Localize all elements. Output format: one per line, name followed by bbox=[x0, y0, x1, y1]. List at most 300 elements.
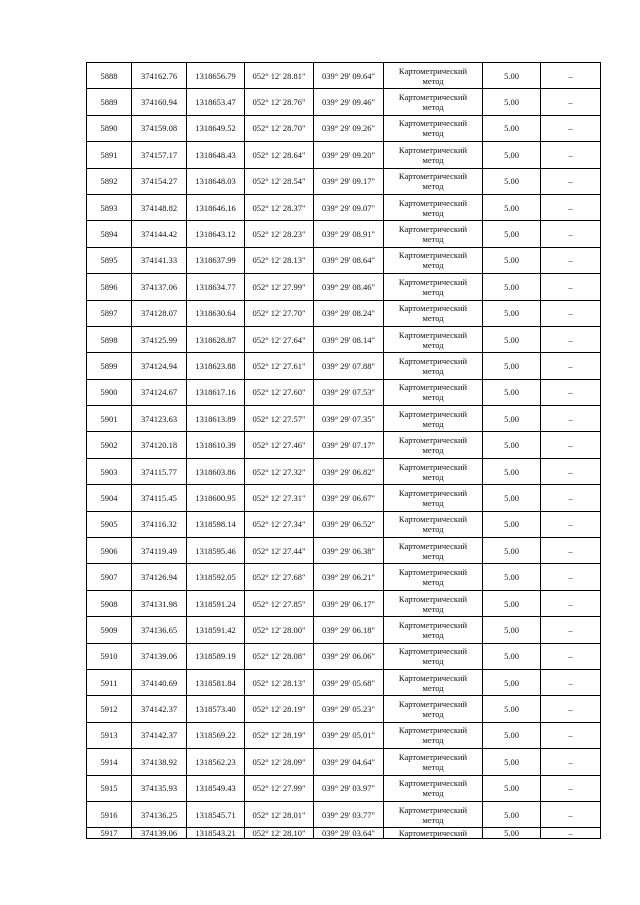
method-cell bbox=[384, 617, 483, 643]
latitude-cell: 052° 12' 28.08" bbox=[245, 643, 314, 669]
x-coordinate-cell: 374115.77 bbox=[132, 458, 187, 484]
latitude-cell: 052° 12' 27.32" bbox=[245, 458, 314, 484]
table-row bbox=[87, 696, 601, 722]
x-coordinate-cell: 374141.33 bbox=[132, 247, 187, 273]
method-line-1: Картометрический bbox=[398, 619, 468, 630]
table-row bbox=[87, 353, 601, 379]
accuracy-cell: 5.00 bbox=[483, 643, 541, 669]
accuracy-cell: 5.00 bbox=[483, 564, 541, 590]
y-coordinate-cell: 1318623.88 bbox=[187, 353, 245, 379]
y-coordinate-cell: 1318549.43 bbox=[187, 775, 245, 801]
x-coordinate-cell: 374136.25 bbox=[132, 801, 187, 827]
latitude-cell: 052° 12' 27.31" bbox=[245, 485, 314, 511]
note-cell: – bbox=[541, 63, 601, 89]
point-number-cell: 5916 bbox=[87, 801, 132, 827]
longitude-cell: 039° 29' 05.68" bbox=[314, 669, 384, 695]
note-cell: – bbox=[541, 696, 601, 722]
method-cell bbox=[384, 696, 483, 722]
method-line-1: Картометрический bbox=[398, 828, 468, 839]
method-cell bbox=[384, 115, 483, 141]
latitude-cell: 052° 12' 27.64" bbox=[245, 326, 314, 352]
point-number-cell: 5911 bbox=[87, 669, 132, 695]
latitude-cell: 052° 12' 27.85" bbox=[245, 590, 314, 616]
longitude-cell: 039° 29' 07.17" bbox=[314, 432, 384, 458]
method-line-1: Картометрический bbox=[398, 461, 468, 472]
latitude-cell: 052° 12' 28.00" bbox=[245, 617, 314, 643]
point-number-cell: 5902 bbox=[87, 432, 132, 458]
method-line-2: метод bbox=[422, 445, 444, 456]
method-cell bbox=[384, 458, 483, 484]
longitude-cell: 039° 29' 09.64" bbox=[314, 63, 384, 89]
point-number-cell: 5913 bbox=[87, 722, 132, 748]
y-coordinate-cell: 1318653.47 bbox=[187, 89, 245, 115]
latitude-cell: 052° 12' 28.13" bbox=[245, 247, 314, 273]
method-line-2: метод bbox=[422, 75, 444, 86]
table-row bbox=[87, 564, 601, 590]
method-cell bbox=[384, 432, 483, 458]
longitude-cell: 039° 29' 09.20" bbox=[314, 142, 384, 168]
note-cell: – bbox=[541, 617, 601, 643]
y-coordinate-cell: 1318545.71 bbox=[187, 801, 245, 827]
table-row bbox=[87, 406, 601, 432]
point-number-cell: 5893 bbox=[87, 194, 132, 220]
method-line-2: метод bbox=[422, 154, 444, 165]
note-cell: – bbox=[541, 353, 601, 379]
longitude-cell: 039° 29' 08.46" bbox=[314, 274, 384, 300]
latitude-cell: 052° 12' 28.09" bbox=[245, 749, 314, 775]
method-line-2: метод bbox=[422, 286, 444, 297]
method-line-1: Картометрический bbox=[398, 672, 468, 683]
table-row bbox=[87, 142, 601, 168]
note-cell: – bbox=[541, 432, 601, 458]
note-cell: – bbox=[541, 406, 601, 432]
method-line-2: метод bbox=[422, 313, 444, 324]
accuracy-cell: 5.00 bbox=[483, 617, 541, 643]
method-line-1: Картометрический bbox=[398, 144, 468, 155]
table-row bbox=[87, 511, 601, 537]
method-line-2: метод bbox=[422, 603, 444, 614]
longitude-cell: 039° 29' 07.53" bbox=[314, 379, 384, 405]
method-line-1: Картометрический bbox=[398, 92, 468, 103]
accuracy-cell: 5.00 bbox=[483, 194, 541, 220]
method-cell bbox=[384, 749, 483, 775]
y-coordinate-cell: 1318613.89 bbox=[187, 406, 245, 432]
point-number-cell: 5899 bbox=[87, 353, 132, 379]
method-line-1: Картометрический bbox=[398, 751, 468, 762]
method-line-1: Картометрический bbox=[398, 567, 468, 578]
longitude-cell: 039° 29' 03.64" bbox=[314, 828, 384, 839]
table-row bbox=[87, 538, 601, 564]
method-line-2: метод bbox=[422, 418, 444, 429]
method-line-1: Картометрический bbox=[398, 778, 468, 789]
accuracy-cell: 5.00 bbox=[483, 458, 541, 484]
method-line-1: Картометрический bbox=[398, 65, 468, 76]
note-cell: – bbox=[541, 775, 601, 801]
accuracy-cell: 5.00 bbox=[483, 775, 541, 801]
method-line-1: Картометрический bbox=[398, 487, 468, 498]
accuracy-cell: 5.00 bbox=[483, 247, 541, 273]
point-number-cell: 5907 bbox=[87, 564, 132, 590]
y-coordinate-cell: 1318591.24 bbox=[187, 590, 245, 616]
method-line-2: метод bbox=[422, 629, 444, 640]
x-coordinate-cell: 374137.06 bbox=[132, 274, 187, 300]
accuracy-cell: 5.00 bbox=[483, 669, 541, 695]
table-row bbox=[87, 590, 601, 616]
latitude-cell: 052° 12' 28.19" bbox=[245, 696, 314, 722]
accuracy-cell: 5.00 bbox=[483, 326, 541, 352]
method-line-2: метод bbox=[422, 656, 444, 667]
x-coordinate-cell: 374124.94 bbox=[132, 353, 187, 379]
x-coordinate-cell: 374162.76 bbox=[132, 63, 187, 89]
x-coordinate-cell: 374135.93 bbox=[132, 775, 187, 801]
x-coordinate-cell: 374124.67 bbox=[132, 379, 187, 405]
method-line-1: Картометрический bbox=[398, 540, 468, 551]
method-cell bbox=[384, 326, 483, 352]
point-number-cell: 5897 bbox=[87, 300, 132, 326]
accuracy-cell: 5.00 bbox=[483, 89, 541, 115]
x-coordinate-cell: 374115.45 bbox=[132, 485, 187, 511]
point-number-cell: 5888 bbox=[87, 63, 132, 89]
latitude-cell: 052° 12' 28.70" bbox=[245, 115, 314, 141]
method-line-1: Картометрический bbox=[398, 725, 468, 736]
latitude-cell: 052° 12' 28.76" bbox=[245, 89, 314, 115]
accuracy-cell: 5.00 bbox=[483, 142, 541, 168]
note-cell: – bbox=[541, 326, 601, 352]
method-line-2: метод bbox=[422, 102, 444, 113]
longitude-cell: 039° 29' 05.01" bbox=[314, 722, 384, 748]
method-cell bbox=[384, 511, 483, 537]
note-cell: – bbox=[541, 89, 601, 115]
point-number-cell: 5910 bbox=[87, 643, 132, 669]
accuracy-cell: 5.00 bbox=[483, 300, 541, 326]
x-coordinate-cell: 374159.08 bbox=[132, 115, 187, 141]
x-coordinate-cell: 374144.42 bbox=[132, 221, 187, 247]
table-row bbox=[87, 379, 601, 405]
accuracy-cell: 5.00 bbox=[483, 221, 541, 247]
method-cell bbox=[384, 379, 483, 405]
table-row bbox=[87, 300, 601, 326]
method-line-1: Картометрический bbox=[398, 646, 468, 657]
y-coordinate-cell: 1318634.77 bbox=[187, 274, 245, 300]
y-coordinate-cell: 1318648.03 bbox=[187, 168, 245, 194]
note-cell: – bbox=[541, 749, 601, 775]
method-line-2: метод bbox=[422, 735, 444, 746]
method-line-2: метод bbox=[422, 471, 444, 482]
point-number-cell: 5903 bbox=[87, 458, 132, 484]
y-coordinate-cell: 1318592.05 bbox=[187, 564, 245, 590]
method-line-2: метод bbox=[422, 392, 444, 403]
y-coordinate-cell: 1318628.87 bbox=[187, 326, 245, 352]
latitude-cell: 052° 12' 27.99" bbox=[245, 274, 314, 300]
latitude-cell: 052° 12' 28.23" bbox=[245, 221, 314, 247]
note-cell: – bbox=[541, 801, 601, 827]
table-row bbox=[87, 617, 601, 643]
longitude-cell: 039° 29' 06.18" bbox=[314, 617, 384, 643]
method-cell bbox=[384, 801, 483, 827]
longitude-cell: 039° 29' 07.35" bbox=[314, 406, 384, 432]
method-line-1: Картометрический bbox=[398, 171, 468, 182]
method-line-1: Картометрический bbox=[398, 329, 468, 340]
y-coordinate-cell: 1318598.14 bbox=[187, 511, 245, 537]
method-line-2: метод bbox=[422, 207, 444, 218]
note-cell: – bbox=[541, 274, 601, 300]
note-cell: – bbox=[541, 590, 601, 616]
point-number-cell: 5906 bbox=[87, 538, 132, 564]
longitude-cell: 039° 29' 04.64" bbox=[314, 749, 384, 775]
x-coordinate-cell: 374154.27 bbox=[132, 168, 187, 194]
longitude-cell: 039° 29' 06.06" bbox=[314, 643, 384, 669]
method-line-1: Картометрический bbox=[398, 804, 468, 815]
method-line-1: Картометрический bbox=[398, 408, 468, 419]
longitude-cell: 039° 29' 08.24" bbox=[314, 300, 384, 326]
y-coordinate-cell: 1318646.16 bbox=[187, 194, 245, 220]
point-number-cell: 5894 bbox=[87, 221, 132, 247]
x-coordinate-cell: 374120.18 bbox=[132, 432, 187, 458]
note-cell: – bbox=[541, 485, 601, 511]
note-cell: – bbox=[541, 379, 601, 405]
y-coordinate-cell: 1318656.79 bbox=[187, 63, 245, 89]
method-cell bbox=[384, 538, 483, 564]
note-cell: – bbox=[541, 168, 601, 194]
note-cell: – bbox=[541, 300, 601, 326]
method-cell bbox=[384, 353, 483, 379]
accuracy-cell: 5.00 bbox=[483, 696, 541, 722]
method-line-1: Картометрический bbox=[398, 593, 468, 604]
longitude-cell: 039° 29' 08.14" bbox=[314, 326, 384, 352]
method-line-1: Картометрический bbox=[398, 250, 468, 261]
point-number-cell: 5908 bbox=[87, 590, 132, 616]
latitude-cell: 052° 12' 27.57" bbox=[245, 406, 314, 432]
table-row bbox=[87, 326, 601, 352]
x-coordinate-cell: 374148.82 bbox=[132, 194, 187, 220]
method-line-1: Картометрический bbox=[398, 435, 468, 446]
table-row bbox=[87, 247, 601, 273]
accuracy-cell: 5.00 bbox=[483, 749, 541, 775]
y-coordinate-cell: 1318543.21 bbox=[187, 828, 245, 839]
method-cell bbox=[384, 485, 483, 511]
y-coordinate-cell: 1318643.12 bbox=[187, 221, 245, 247]
y-coordinate-cell: 1318603.86 bbox=[187, 458, 245, 484]
longitude-cell: 039° 29' 05.23" bbox=[314, 696, 384, 722]
table-row bbox=[87, 485, 601, 511]
longitude-cell: 039° 29' 09.26" bbox=[314, 115, 384, 141]
x-coordinate-cell: 374142.37 bbox=[132, 722, 187, 748]
method-line-2: метод bbox=[422, 814, 444, 825]
method-line-1: Картометрический bbox=[398, 197, 468, 208]
point-number-cell: 5909 bbox=[87, 617, 132, 643]
note-cell: – bbox=[541, 669, 601, 695]
latitude-cell: 052° 12' 27.61" bbox=[245, 353, 314, 379]
y-coordinate-cell: 1318610.39 bbox=[187, 432, 245, 458]
x-coordinate-cell: 374126.94 bbox=[132, 564, 187, 590]
x-coordinate-cell: 374136.65 bbox=[132, 617, 187, 643]
accuracy-cell: 5.00 bbox=[483, 511, 541, 537]
table-row bbox=[87, 801, 601, 827]
accuracy-cell: 5.00 bbox=[483, 274, 541, 300]
accuracy-cell: 5.00 bbox=[483, 379, 541, 405]
method-cell bbox=[384, 221, 483, 247]
accuracy-cell: 5.00 bbox=[483, 168, 541, 194]
accuracy-cell: 5.00 bbox=[483, 353, 541, 379]
longitude-cell: 039° 29' 09.07" bbox=[314, 194, 384, 220]
note-cell: – bbox=[541, 221, 601, 247]
accuracy-cell: 5.00 bbox=[483, 828, 541, 839]
table-row bbox=[87, 669, 601, 695]
method-cell bbox=[384, 194, 483, 220]
y-coordinate-cell: 1318617.16 bbox=[187, 379, 245, 405]
method-line-1: Картометрический bbox=[398, 514, 468, 525]
longitude-cell: 039° 29' 07.88" bbox=[314, 353, 384, 379]
latitude-cell: 052° 12' 27.70" bbox=[245, 300, 314, 326]
note-cell: – bbox=[541, 511, 601, 537]
latitude-cell: 052° 12' 28.54" bbox=[245, 168, 314, 194]
longitude-cell: 039° 29' 09.46" bbox=[314, 89, 384, 115]
y-coordinate-cell: 1318630.64 bbox=[187, 300, 245, 326]
x-coordinate-cell: 374139.06 bbox=[132, 828, 187, 839]
table-row bbox=[87, 432, 601, 458]
table-row bbox=[87, 63, 601, 89]
method-line-1: Картометрический bbox=[398, 382, 468, 393]
method-line-2: метод bbox=[422, 761, 444, 772]
y-coordinate-cell: 1318573.40 bbox=[187, 696, 245, 722]
point-number-cell: 5914 bbox=[87, 749, 132, 775]
latitude-cell: 052° 12' 28.19" bbox=[245, 722, 314, 748]
table-row bbox=[87, 458, 601, 484]
method-cell bbox=[384, 828, 483, 839]
longitude-cell: 039° 29' 06.21" bbox=[314, 564, 384, 590]
method-cell bbox=[384, 722, 483, 748]
method-cell bbox=[384, 590, 483, 616]
latitude-cell: 052° 12' 28.37" bbox=[245, 194, 314, 220]
method-cell bbox=[384, 300, 483, 326]
accuracy-cell: 5.00 bbox=[483, 406, 541, 432]
point-number-cell: 5889 bbox=[87, 89, 132, 115]
accuracy-cell: 5.00 bbox=[483, 115, 541, 141]
note-cell: – bbox=[541, 142, 601, 168]
longitude-cell: 039° 29' 06.67" bbox=[314, 485, 384, 511]
latitude-cell: 052° 12' 27.68" bbox=[245, 564, 314, 590]
method-cell bbox=[384, 564, 483, 590]
note-cell: – bbox=[541, 247, 601, 273]
latitude-cell: 052° 12' 28.81" bbox=[245, 63, 314, 89]
latitude-cell: 052° 12' 27.34" bbox=[245, 511, 314, 537]
point-number-cell: 5895 bbox=[87, 247, 132, 273]
method-line-2: метод bbox=[422, 709, 444, 720]
point-number-cell: 5900 bbox=[87, 379, 132, 405]
y-coordinate-cell: 1318562.23 bbox=[187, 749, 245, 775]
table-row bbox=[87, 749, 601, 775]
longitude-cell: 039° 29' 06.17" bbox=[314, 590, 384, 616]
method-line-2: метод bbox=[422, 524, 444, 535]
method-line-2: метод bbox=[422, 260, 444, 271]
point-number-cell: 5905 bbox=[87, 511, 132, 537]
method-cell bbox=[384, 643, 483, 669]
note-cell: – bbox=[541, 538, 601, 564]
method-line-2: метод bbox=[422, 788, 444, 799]
x-coordinate-cell: 374116.32 bbox=[132, 511, 187, 537]
x-coordinate-cell: 374157.17 bbox=[132, 142, 187, 168]
point-number-cell: 5904 bbox=[87, 485, 132, 511]
method-line-1: Картометрический bbox=[398, 276, 468, 287]
y-coordinate-cell: 1318637.99 bbox=[187, 247, 245, 273]
table-row bbox=[87, 194, 601, 220]
longitude-cell: 039° 29' 03.97" bbox=[314, 775, 384, 801]
accuracy-cell: 5.00 bbox=[483, 801, 541, 827]
method-line-2: метод bbox=[422, 682, 444, 693]
table-row bbox=[87, 722, 601, 748]
table-row bbox=[87, 274, 601, 300]
latitude-cell: 052° 12' 28.10" bbox=[245, 828, 314, 839]
accuracy-cell: 5.00 bbox=[483, 63, 541, 89]
point-number-cell: 5898 bbox=[87, 326, 132, 352]
table-row bbox=[87, 643, 601, 669]
table-row bbox=[87, 115, 601, 141]
longitude-cell: 039° 29' 03.77" bbox=[314, 801, 384, 827]
x-coordinate-cell: 374138.92 bbox=[132, 749, 187, 775]
method-line-2: метод bbox=[422, 128, 444, 139]
x-coordinate-cell: 374140.69 bbox=[132, 669, 187, 695]
point-number-cell: 5917 bbox=[87, 828, 132, 839]
x-coordinate-cell: 374128.07 bbox=[132, 300, 187, 326]
table-row bbox=[87, 89, 601, 115]
note-cell: – bbox=[541, 564, 601, 590]
note-cell: – bbox=[541, 194, 601, 220]
method-line-1: Картометрический bbox=[398, 303, 468, 314]
y-coordinate-cell: 1318595.46 bbox=[187, 538, 245, 564]
method-cell bbox=[384, 247, 483, 273]
accuracy-cell: 5.00 bbox=[483, 432, 541, 458]
point-number-cell: 5901 bbox=[87, 406, 132, 432]
method-line-1: Картометрический bbox=[398, 224, 468, 235]
note-cell: – bbox=[541, 115, 601, 141]
x-coordinate-cell: 374142.37 bbox=[132, 696, 187, 722]
latitude-cell: 052° 12' 27.60" bbox=[245, 379, 314, 405]
point-number-cell: 5912 bbox=[87, 696, 132, 722]
latitude-cell: 052° 12' 28.01" bbox=[245, 801, 314, 827]
longitude-cell: 039° 29' 08.91" bbox=[314, 221, 384, 247]
method-cell bbox=[384, 142, 483, 168]
method-line-2: метод bbox=[422, 234, 444, 245]
longitude-cell: 039° 29' 06.38" bbox=[314, 538, 384, 564]
accuracy-cell: 5.00 bbox=[483, 722, 541, 748]
method-line-1: Картометрический bbox=[398, 355, 468, 366]
method-cell bbox=[384, 406, 483, 432]
method-line-2: метод bbox=[422, 497, 444, 508]
x-coordinate-cell: 374119.49 bbox=[132, 538, 187, 564]
table-row bbox=[87, 221, 601, 247]
method-line-2: метод bbox=[422, 339, 444, 350]
method-line-1: Картометрический bbox=[398, 699, 468, 710]
method-line-2: метод bbox=[422, 181, 444, 192]
point-number-cell: 5896 bbox=[87, 274, 132, 300]
x-coordinate-cell: 374160.94 bbox=[132, 89, 187, 115]
x-coordinate-cell: 374125.99 bbox=[132, 326, 187, 352]
point-number-cell: 5890 bbox=[87, 115, 132, 141]
longitude-cell: 039° 29' 06.82" bbox=[314, 458, 384, 484]
accuracy-cell: 5.00 bbox=[483, 538, 541, 564]
y-coordinate-cell: 1318581.84 bbox=[187, 669, 245, 695]
x-coordinate-cell: 374131.98 bbox=[132, 590, 187, 616]
method-line-1: Картометрический bbox=[398, 118, 468, 129]
table-row bbox=[87, 168, 601, 194]
table-row bbox=[87, 828, 601, 839]
latitude-cell: 052° 12' 28.13" bbox=[245, 669, 314, 695]
method-line-2: метод bbox=[422, 365, 444, 376]
point-number-cell: 5891 bbox=[87, 142, 132, 168]
method-cell bbox=[384, 669, 483, 695]
method-cell bbox=[384, 274, 483, 300]
latitude-cell: 052° 12' 27.99" bbox=[245, 775, 314, 801]
